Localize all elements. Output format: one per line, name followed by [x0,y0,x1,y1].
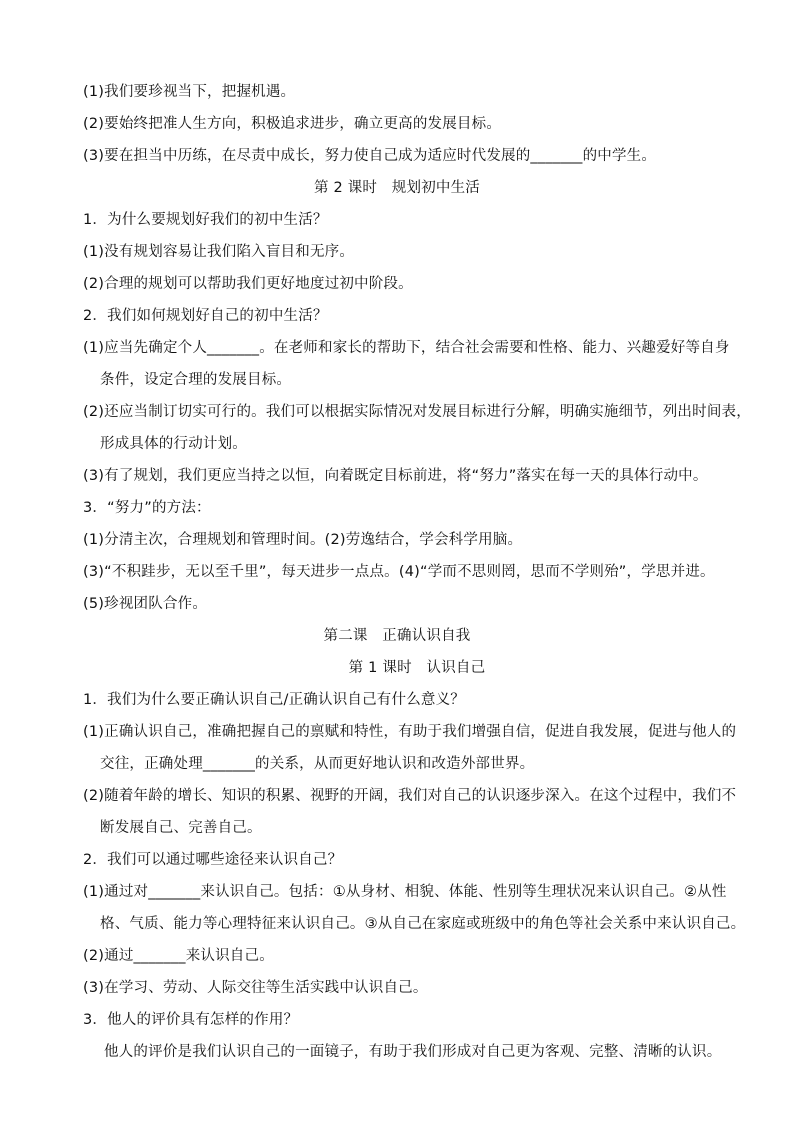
text-line: (1)没有规划容易让我们陷入盲目和无序。 [83,244,355,260]
text-line: (2)随着年龄的增长、知识的积累、视野的开阔，我们对自己的认识逐步深入。在这个过程中，我们不 [83,788,737,804]
text-line: (1)正确认识自己，准确把握自己的禀赋和特性，有助于我们增强自信，促进自我发展，促进与他人的 [83,724,737,740]
text-line: (3)在学习、劳动、人际交往等生活实践中认识自己。 [83,980,428,996]
text-line: (3)“不积跬步，无以至千里”，每天进步一点点。(4)“学而不思则罔，思而不学则殆”，学思并进。 [83,564,715,580]
text-line: (2)合理的规划可以帮助我们更好地度过初中阶段。 [83,276,413,292]
text-line: (1)分清主次，合理规划和管理时间。(2)劳逸结合，学会科学用脑。 [83,532,523,548]
text-line: 他人的评价是我们认识自己的一面镜子，有助于我们形成对自己更为客观、完整、清晰的认识。 [104,1044,722,1060]
question-heading: 1．我们为什么要正确认识自己/正确认识自己有什么意义？ [83,692,466,708]
text-line: (5)珍视团队合作。 [83,596,208,612]
text-line-continuation: 断发展自己、完善自己。 [100,820,262,836]
lesson-heading: 第 1 课时 认识自己 [348,660,486,676]
question-heading: 3．他人的评价具有怎样的作用？ [83,1012,299,1028]
text-line: (3)有了规划，我们更应当持之以恒，向着既定目标前进，将“努力”落实在每一天的具体行动中。 [83,468,708,484]
text-line: (2)通过_______来认识自己。 [83,948,274,964]
text-line: (1)应当先确定个人_______。在老师和家长的帮助下，结合社会需要和性格、能力、兴趣爱好等自身 [83,340,730,356]
text-line: (2)要始终把准人生方向，积极追求进步，确立更高的发展目标。 [83,116,502,132]
text-line: (1)通过对_______来认识自己。包括：①从身材、相貌、体能、性别等生理状况来认识自己。②从性 [83,884,727,900]
chapter-heading: 第二课 正确认识自我 [323,628,471,644]
text-line: (1)我们要珍视当下，把握机遇。 [83,84,296,100]
question-heading: 2．我们如何规划好自己的初中生活？ [83,308,328,324]
question-heading: 1．为什么要规划好我们的初中生活？ [83,212,328,228]
question-heading: 2．我们可以通过哪些途径来认识自己？ [83,852,343,868]
text-line-continuation: 条件，设定合理的发展目标。 [100,372,292,388]
text-line-continuation: 交往，正确处理_______的关系，从而更好地认识和改造外部世界。 [100,756,535,772]
text-line-continuation: 形成具体的行动计划。 [100,436,247,452]
text-line-continuation: 格、气质、能力等心理特征来认识自己。③从自己在家庭或班级中的角色等社会关系中来认识自己。 [100,916,746,932]
lesson-heading: 第 2 课时 规划初中生活 [313,180,481,196]
question-heading: 3．“努力”的方法： [83,500,211,516]
text-line: (2)还应当制订切实可行的。我们可以根据实际情况对发展目标进行分解，明确实施细节，列出时间表， [83,404,751,420]
text-line: (3)要在担当中历练，在尽责中成长，努力使自己成为适应时代发展的_______的中学生。 [83,148,657,164]
